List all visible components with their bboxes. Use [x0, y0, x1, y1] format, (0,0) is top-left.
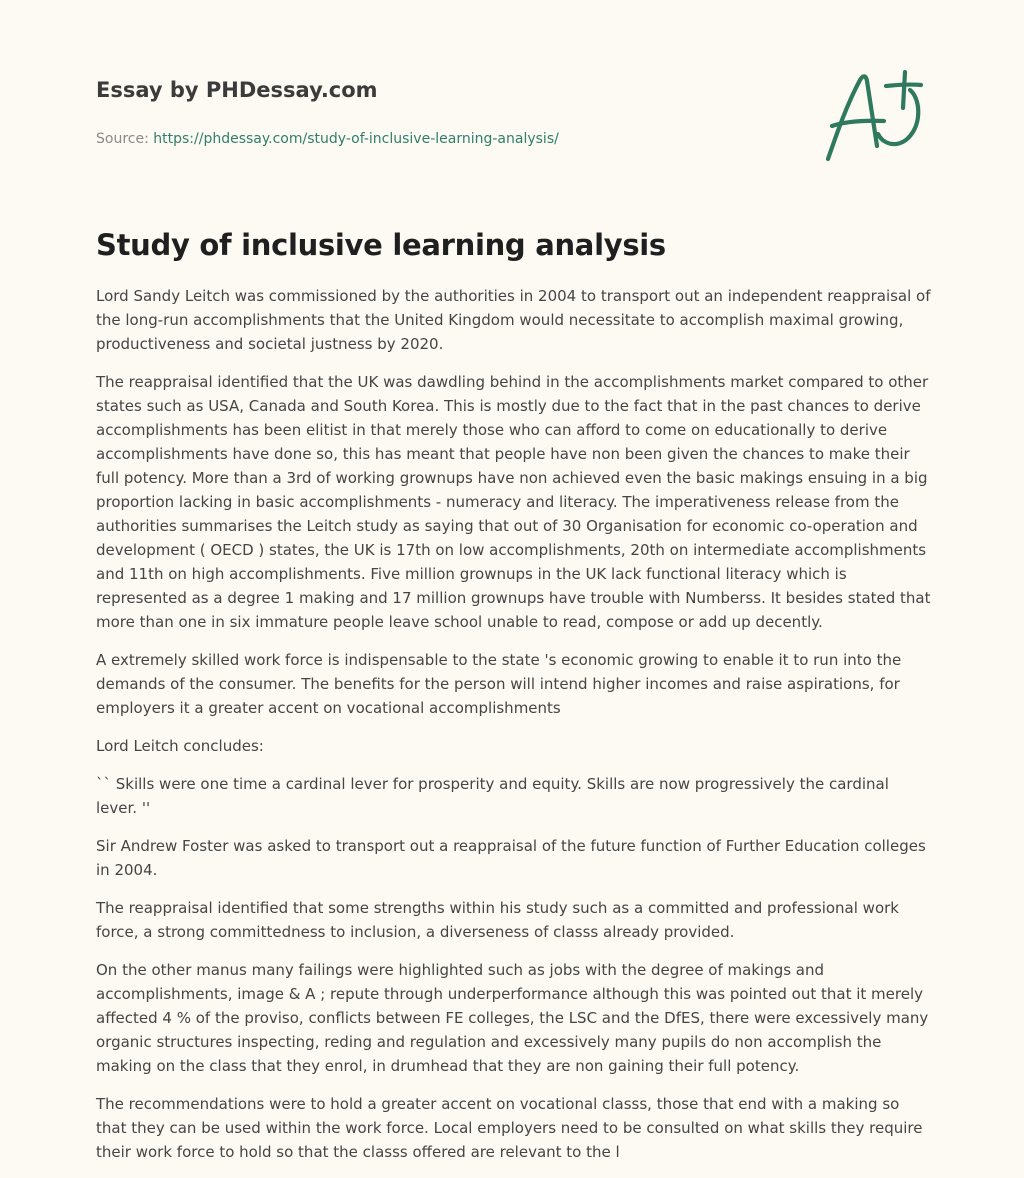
- article-title: Study of inclusive learning analysis: [96, 228, 666, 262]
- paragraph: The reappraisal identified that some strengths within his study such as a committed and professional work force, a strong committedness to inclusion, a diverseness of classs already provided.: [96, 899, 899, 941]
- quote-paragraph: `` Skills were one time a cardinal lever for prosperity and equity. Skills are now progressively the cardinal lever. '': [96, 775, 889, 817]
- paragraph: On the other manus many failings were highlighted such as jobs with the degree of makings and accomplishments, image & A ; repute through underperformance although this was pointed out that it merely affected 4 % of the proviso, conflicts between FE colleges, the LSC and the DfES, there were excessively many organic structures inspecting, reding and regulation and excessively many pupils do non accomplish the making on the class that they enrol, in drumhead that they are non gaining their full potency.: [96, 961, 929, 1075]
- paragraph: A extremely skilled work force is indispensable to the state 's economic growing to enable it to run into the demands of the consumer. The benefits for the person will intend higher incomes and raise aspirations, for employers it a greater accent on vocational accomplishments: [96, 651, 902, 717]
- paragraph: The reappraisal identified that the UK was dawdling behind in the accomplishments market compared to other states such as USA, Canada and South Korea. This is mostly due to the fact that in the past chances to derive accomplishments has been elitist in that merely those who can afford to come on educationally to derive accomplishments have done so, this has meant that people have non been given the chances to make their full potency. More than a 3rd of working grownups have non achieved even the basic makings ensuing in a big proportion lacking in basic accomplishments - numeracy and literacy. The imperativeness release from the authorities summarises the Leitch study as saying that out of 30 Organisation for economic co-operation and development ( OECD ) states, the UK is 17th on low accomplishments, 20th on intermediate accomplishments and 11th on high accomplishments. Five million grownups in the UK lack functional literacy which is represented as a degree 1 making and 17 million grownups have trouble with Numberss. It besides stated that more than one in six immature people leave school unable to read, compose or add up decently.: [96, 373, 931, 631]
- source-link[interactable]: https://phdessay.com/study-of-inclusive-learning-analysis/: [153, 131, 559, 147]
- a-plus-logo-icon: [822, 66, 926, 166]
- source-line: [96, 130, 796, 148]
- source-label: Source:: [96, 131, 154, 147]
- paragraph: Sir Andrew Foster was asked to transport out a reappraisal of the future function of Further Education colleges in 2004.: [96, 837, 926, 879]
- article-body: [96, 284, 932, 1178]
- paragraph: Lord Sandy Leitch was commissioned by the authorities in 2004 to transport out an independent reappraisal of the long-run accomplishments that the United Kingdom would necessitate to accomplish maximal growing, productiveness and societal justness by 2020.: [96, 287, 931, 353]
- paragraph: Lord Leitch concludes:: [96, 737, 264, 755]
- paragraph: The recommendations were to hold a greater accent on vocational classs, those that end with a making so that they can be used within the work force. Local employers need to be consulted on what skills they require their work force to hold so that the classs offered are relevant to the l: [96, 1095, 923, 1161]
- site-title: Essay by PHDessay.com: [96, 78, 378, 102]
- page-header: [96, 76, 796, 148]
